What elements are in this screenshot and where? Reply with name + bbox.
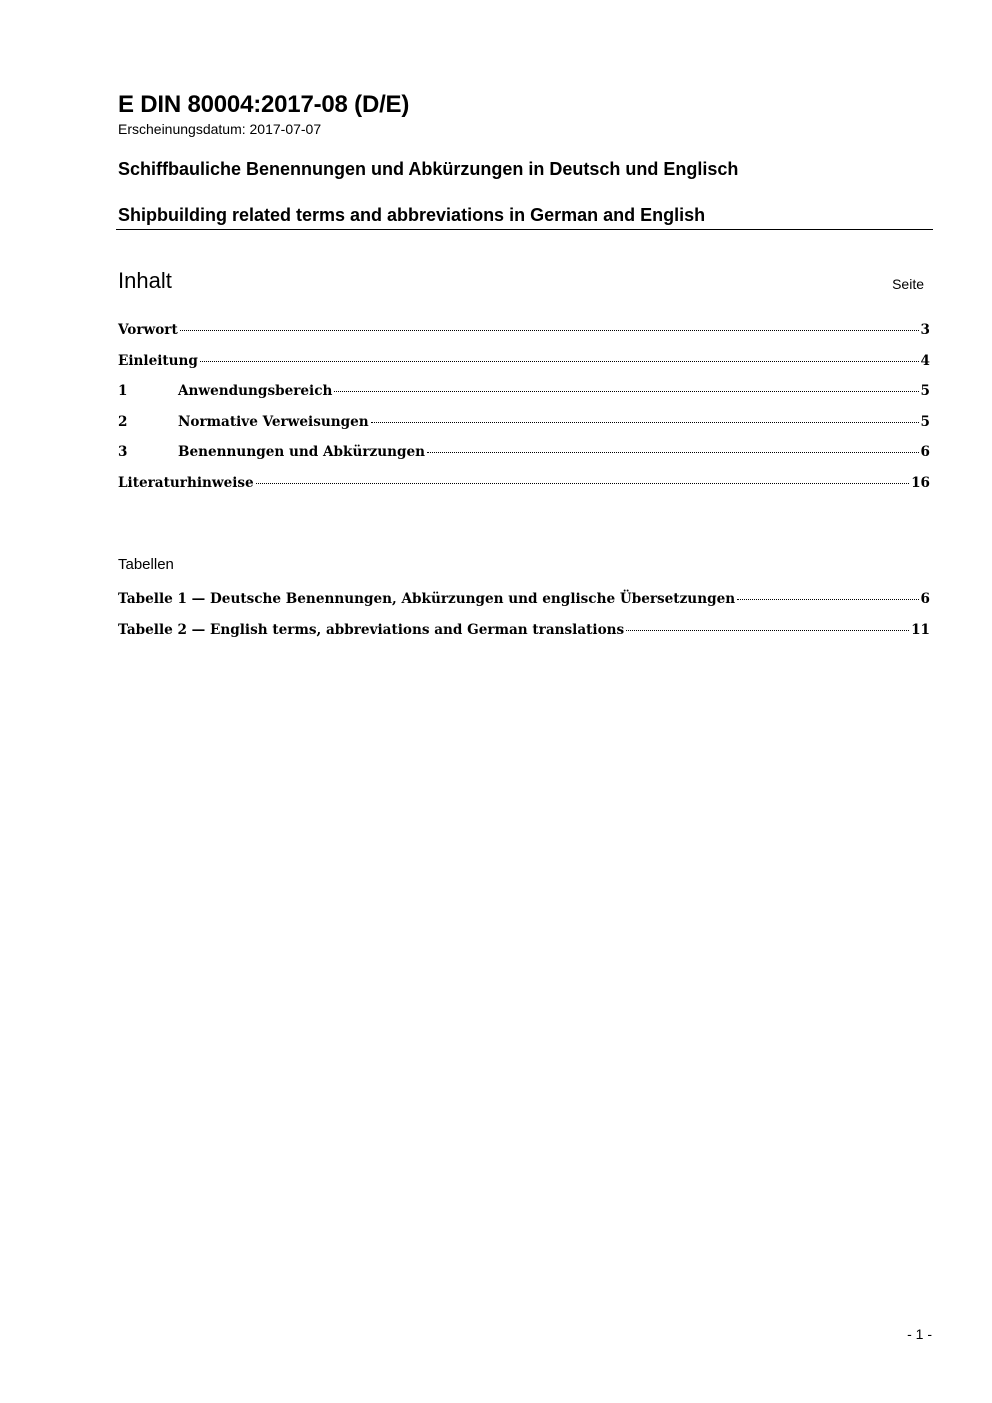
toc-entry-page: 6 bbox=[920, 444, 930, 460]
toc-entry-page: 3 bbox=[920, 322, 930, 338]
toc-entry-page: 16 bbox=[911, 474, 930, 491]
tables-heading: Tabellen bbox=[118, 556, 174, 573]
table-entry-2[interactable] bbox=[118, 622, 930, 653]
toc-entry-page: 5 bbox=[920, 383, 930, 399]
toc-entry-label: Literaturhinweise bbox=[118, 474, 254, 491]
dot-leader bbox=[200, 361, 919, 362]
toc-entry-vorwort[interactable] bbox=[118, 322, 930, 353]
toc-entry-page: 4 bbox=[920, 352, 930, 369]
toc-entry-label: Normative Verweisungen bbox=[178, 413, 369, 430]
toc-heading: Inhalt bbox=[118, 268, 172, 293]
table-entry-1[interactable] bbox=[118, 591, 930, 622]
dot-leader bbox=[371, 422, 919, 423]
toc-entry-page: 5 bbox=[920, 413, 930, 430]
toc-entry-anwendungsbereich[interactable] bbox=[118, 383, 930, 414]
toc-list bbox=[118, 322, 930, 505]
dot-leader bbox=[427, 452, 919, 453]
toc-entry-einleitung[interactable] bbox=[118, 353, 930, 384]
table-entry-page: 11 bbox=[911, 621, 930, 638]
dot-leader bbox=[626, 630, 909, 631]
toc-entry-label: Vorwort bbox=[118, 322, 178, 338]
document-title: E DIN 80004:2017-08 (D/E) bbox=[118, 91, 410, 118]
table-entry-label: Tabelle 2 — English terms, abbreviations and German translations bbox=[118, 621, 625, 638]
dot-leader bbox=[334, 391, 918, 392]
table-entry-page: 6 bbox=[920, 591, 930, 607]
toc-entry-label: Benennungen und Abkürzungen bbox=[178, 444, 426, 460]
dot-leader bbox=[180, 330, 919, 331]
publication-date: Erscheinungsdatum: 2017-07-07 bbox=[118, 121, 322, 137]
toc-entry-number: 3 bbox=[118, 444, 128, 460]
toc-entry-normative-verweisungen[interactable] bbox=[118, 414, 930, 445]
toc-entry-number: 1 bbox=[118, 383, 128, 399]
toc-entry-literaturhinweise[interactable] bbox=[118, 475, 930, 506]
page-number: - 1 - bbox=[907, 1326, 932, 1342]
toc-entry-label: Einleitung bbox=[118, 352, 198, 369]
title-divider bbox=[116, 229, 933, 230]
toc-entry-number: 2 bbox=[118, 413, 128, 430]
dot-leader bbox=[256, 483, 909, 484]
toc-entry-label: Anwendungsbereich bbox=[178, 383, 333, 399]
toc-entry-benennungen[interactable] bbox=[118, 444, 930, 475]
title-english: Shipbuilding related terms and abbreviations in German and English bbox=[118, 205, 706, 225]
table-entry-label: Tabelle 1 — Deutsche Benennungen, Abkürzungen und englische Übersetzungen bbox=[118, 591, 736, 607]
dot-leader bbox=[737, 599, 918, 600]
title-german: Schiffbauliche Benennungen und Abkürzungen in Deutsch und Englisch bbox=[118, 159, 739, 179]
tables-list bbox=[118, 591, 930, 652]
toc-page-label: Seite bbox=[892, 276, 924, 292]
